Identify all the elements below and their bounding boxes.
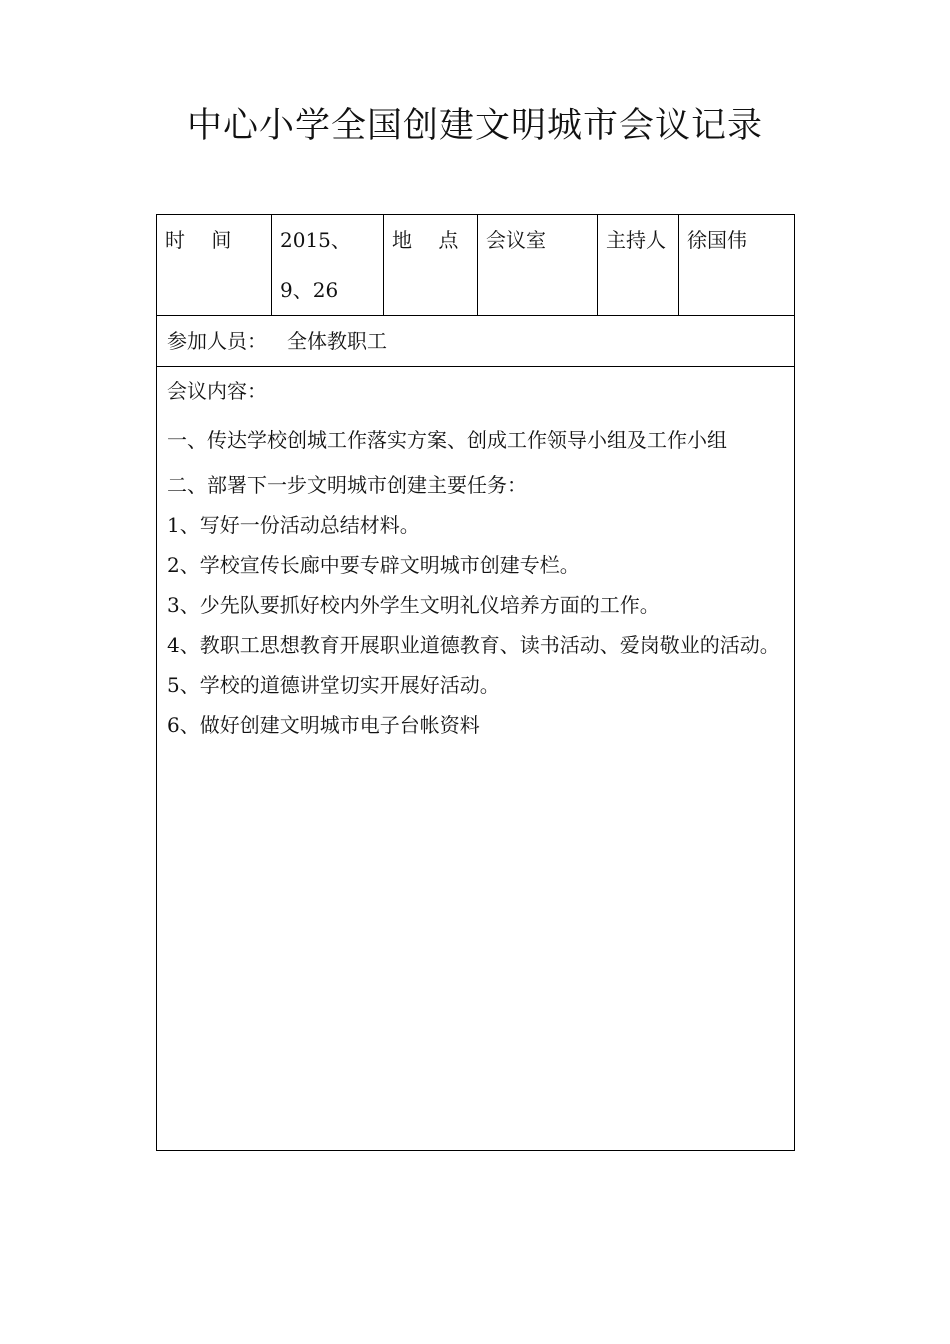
time-label: 时 间 (157, 215, 272, 316)
time-value: 2015、9、26 (272, 215, 384, 316)
content-cell (157, 367, 795, 1151)
place-value: 会议室 (478, 215, 598, 316)
page-title: 中心小学全国创建文明城市会议记录 (186, 106, 763, 146)
content-line-7: 5、学校的道德讲堂切实开展好活动。 (167, 673, 500, 697)
content-line-1: 一、传达学校创城工作落实方案、创成工作领导小组及工作小组 (167, 428, 727, 452)
host-label: 主持人 (598, 215, 679, 316)
content-line-2: 二、部署下一步文明城市创建主要任务： (167, 473, 527, 497)
content-line-4: 2、学校宣传长廊中要专辟文明城市创建专栏。 (167, 553, 580, 577)
attendees-cell (157, 316, 795, 367)
content-label: 会议内容： (167, 379, 267, 403)
meeting-record-table (156, 214, 795, 1151)
place-label: 地 点 (384, 215, 478, 316)
host-value: 徐国伟 (679, 215, 795, 316)
header-row (157, 215, 795, 316)
content-line-3: 1、写好一份活动总结材料。 (167, 513, 420, 537)
content-row (157, 367, 795, 1151)
attendees-row (157, 316, 795, 367)
content-line-8: 6、做好创建文明城市电子台帐资料 (167, 713, 480, 737)
content-line-5: 3、少先队要抓好校内外学生文明礼仪培养方面的工作。 (167, 593, 660, 617)
attendees-value: 全体教职工 (287, 329, 387, 353)
attendees-label: 参加人员： (167, 329, 267, 353)
content-line-6: 4、教职工思想教育开展职业道德教育、读书活动、爱岗敬业的活动。 (167, 633, 780, 657)
